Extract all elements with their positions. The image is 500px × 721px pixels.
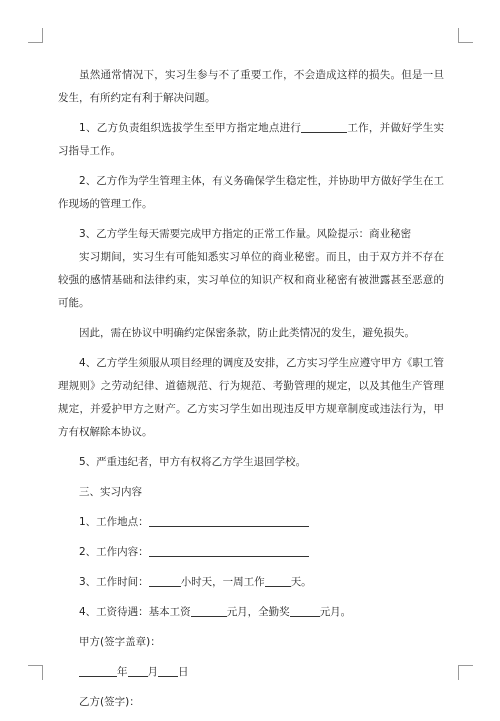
paragraph-clause-2: 2、乙方作为学生管理主体，有义务确保学生稳定性，并协助甲方做好学生在工作现场的管理工作。 [58, 175, 444, 210]
field-work-location [58, 511, 444, 534]
blank-hours [149, 573, 181, 587]
work-content-label: 2、工作内容： [79, 546, 149, 558]
signature-party-a: 甲方(签字盖章)： [79, 636, 161, 648]
paragraph-confidentiality-note: 实习期间，实习生有可能知悉实习单位的商业秘密。而且，由于双方并不存在较强的感情基础和法律约束，实习单位的知识产权和商业秘密有被泄露甚至恶意的可能。 [58, 251, 444, 309]
blank-work-content [149, 543, 309, 557]
field-work-time [58, 571, 444, 594]
date-month-label: 月 [147, 666, 158, 678]
crop-mark-top-left [28, 28, 43, 43]
blank-day [158, 663, 178, 677]
paragraph-confidentiality-conclusion: 因此，需在协议中明确约定保密条款，防止此类情况的发生，避免损失。 [79, 327, 415, 339]
work-time-label: 3、工作时间： [79, 576, 149, 588]
paragraph-clause-3: 3、乙方学生每天需要完成甲方指定的正常工作量。风险提示：商业秘密 [79, 228, 412, 240]
paragraph-intro: 虽然通常情况下，实习生参与不了重要工作，不会造成这样的损失。但是一旦发生，有所约定有利于解决问题。 [58, 69, 444, 104]
field-work-content [58, 541, 444, 564]
paragraph-clause-1 [58, 117, 444, 163]
crop-mark-top-right [458, 28, 473, 43]
work-time-middle: 小时天，一周工作 [180, 576, 265, 588]
blank-month [128, 663, 148, 677]
crop-mark-bottom-left [28, 665, 43, 680]
crop-mark-bottom-right [458, 665, 473, 680]
work-time-end: 天。 [290, 576, 312, 588]
blank-year [79, 663, 117, 677]
blank-work-type [301, 119, 347, 133]
salary-end: 元月。 [319, 606, 352, 618]
field-salary [58, 601, 444, 624]
paragraph-clause-4: 4、乙方学生须服从项目经理的调度及安排，乙方实习学生应遵守甲方《职工管理规则》之劳动纪律、道德规范、行为规范、考勤管理的规定，以及其他生产管理规定，并爱护甲方之财产。乙方实习学生如出现违反甲方规章制度或违法行为，甲方有权解除本协议。 [58, 357, 444, 438]
paragraph-clause-5: 5、严重违纪者，甲方有权将乙方学生退回学校。 [79, 456, 307, 468]
signature-party-b: 乙方(签字)： [79, 696, 140, 708]
date-day-label: 日 [178, 666, 189, 678]
blank-attendance-bonus [290, 603, 320, 617]
section-heading-internship-content: 三、实习内容 [79, 486, 142, 498]
signature-date [58, 661, 444, 684]
salary-middle: 元月，全勤奖 [226, 606, 290, 618]
blank-days [265, 573, 291, 587]
blank-work-location [149, 513, 309, 527]
date-year-label: 年 [117, 666, 128, 678]
salary-label: 4、工资待遇：基本工资 [79, 606, 191, 618]
document-body [58, 64, 444, 721]
clause-1-text-start: 1、乙方负责组织选拔学生至甲方指定地点进行 [79, 122, 302, 134]
blank-base-salary [191, 603, 227, 617]
clause-1-text-end: 工作，并做好学生实习指导工作。 [58, 122, 444, 157]
work-location-label: 1、工作地点： [79, 516, 149, 528]
